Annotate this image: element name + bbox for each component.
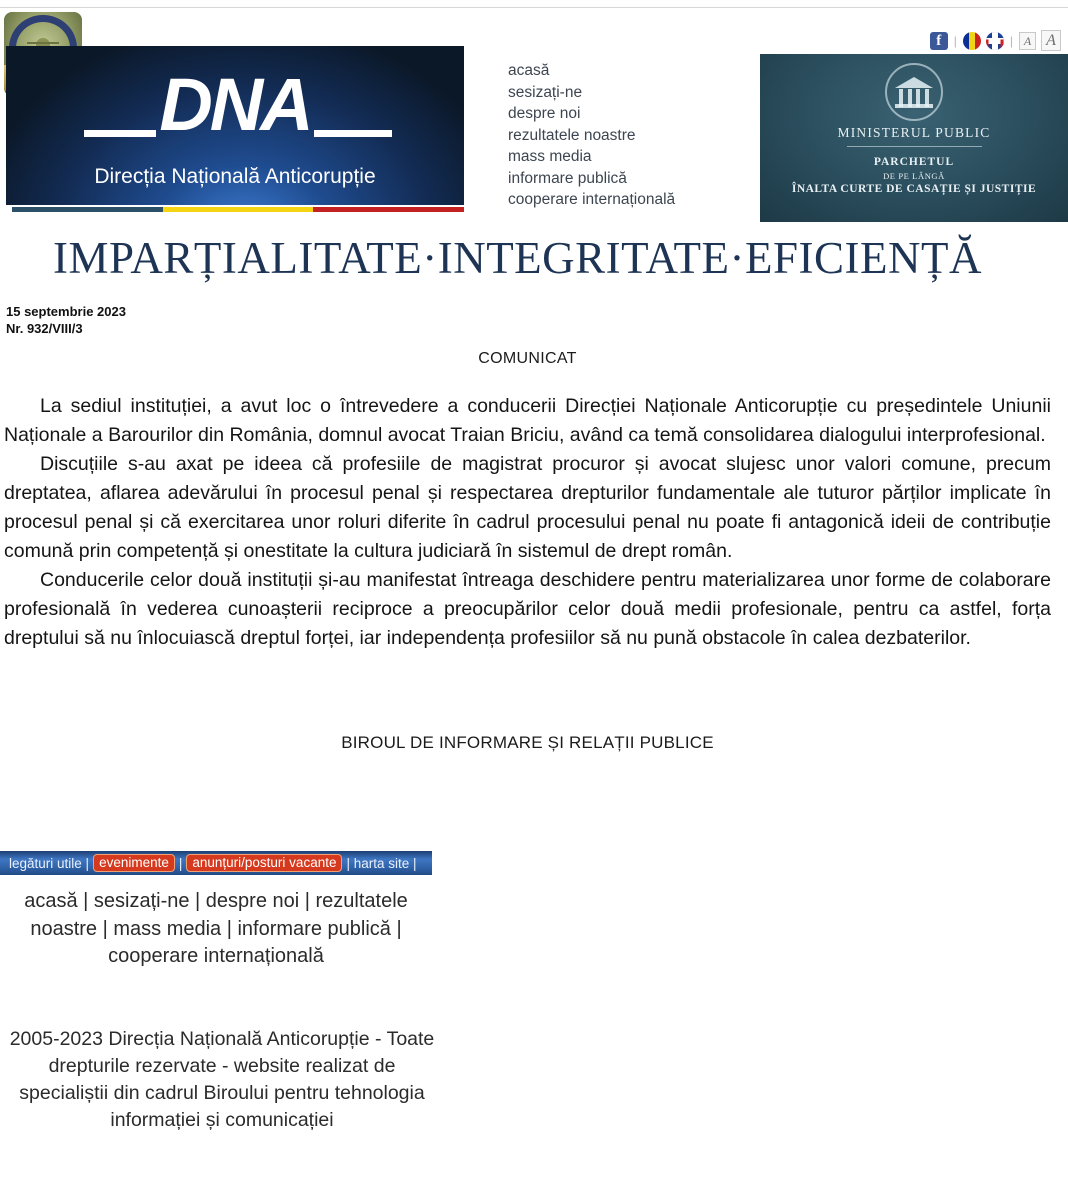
ministry-line-parchetul: PARCHETUL (873, 156, 955, 168)
footer-navigation[interactable]: acasă | sesizați-ne | despre noi | rezultatele noastre | mass media | informare publică | cooperare internațională (24, 890, 408, 967)
romanian-flag-icon[interactable] (963, 32, 981, 50)
document-date: 15 septembrie 2023 (6, 304, 126, 319)
temple-roof (895, 77, 933, 88)
main-navigation[interactable] (508, 60, 758, 211)
uk-flag-icon[interactable] (986, 32, 1004, 50)
document-number: Nr. 932/VIII/3 (6, 321, 83, 336)
util-separator: | (178, 855, 183, 871)
romanian-tricolor-stripe (12, 207, 464, 212)
site-header (0, 0, 1068, 222)
dna-dash-right-icon (314, 130, 392, 137)
icon-separator-2: | (1009, 33, 1013, 48)
icon-separator-1: | (953, 33, 957, 48)
document-body (0, 392, 1055, 653)
institution-motto: IMPARȚIALITATE·INTEGRITATE·EFICIENȚĂ (53, 233, 982, 283)
document-meta (6, 303, 126, 337)
link-legaturi-utile[interactable]: legături utile | (9, 855, 90, 871)
ministerul-public-panel[interactable] (760, 54, 1068, 222)
font-size-decrease-button[interactable]: A (1019, 32, 1036, 50)
nav-item-acasa[interactable]: acasă (508, 62, 550, 79)
ministry-temple-icon (885, 63, 943, 121)
nav-item-informare-publica[interactable]: informare publică (508, 169, 627, 187)
dna-logo-subtitle: Direcția Națională Anticorupție (94, 165, 376, 188)
nav-item-rezultatele-noastre[interactable]: rezultatele noastre (508, 126, 636, 144)
dna-wordmark: DNA (159, 63, 311, 146)
link-anunturi-posturi-vacante[interactable]: anunțuri/posturi vacante (186, 854, 342, 872)
nav-item-sesizati-ne[interactable]: sesizați-ne (508, 83, 583, 101)
utility-links-bar[interactable] (0, 851, 432, 875)
tricolor-yellow (163, 207, 314, 212)
temple-base (895, 104, 933, 108)
ministry-line-inalta-curte: ÎNALTA CURTE DE CASAȚIE ȘI JUSTIȚIE (791, 183, 1037, 195)
nav-item-despre-noi[interactable]: despre noi (508, 105, 581, 122)
tricolor-red (313, 207, 464, 212)
header-utility-icons[interactable] (930, 30, 1061, 51)
paragraph-2: Discuțiile s-au axat pe ideea că profesiile de magistrat procuror și avocat slujesc unor valori comune, precum dreptatea, aflarea adevărului în procesul penal și respectarea drepturilor fundamentale ale tuturor părților implicate în procesul penal și că exercitarea unor roluri diferite în cadrul procesului penal nu poate fi antagonică ideii de contribuție comună prin competență și onestitate la cultura judiciară în sistemul de drept român. (4, 453, 1051, 562)
ministry-divider (847, 146, 982, 147)
footer-copyright: 2005-2023 Direcția Națională Anticorupție - Toate drepturile rezervate - website realizat de specialiștii din cadrul Biroului pentru tehnologia informației și comunicației (9, 1028, 435, 1131)
paragraph-3: Conducerile celor două instituții și-au manifestat întreaga deschidere pentru materializarea unor forme de colaborare profesională în vederea cunoașterii reciproce a preocupărilor celor două medii profesionale, pentru ca astfel, forța dreptului să nu înlocuiască dreptul forței, iar independența profesiilor să nu pună obstacole în calea dezbaterilor. (4, 569, 1051, 649)
press-release-content (0, 350, 1055, 753)
nav-item-mass-media[interactable]: mass media (508, 148, 592, 165)
link-harta-site[interactable]: | harta site | (346, 855, 417, 871)
document-signature: BIROUL DE INFORMARE ȘI RELAȚII PUBLICE (341, 733, 714, 752)
ministry-line-de-pe-langa: DE PE LÂNGĂ (883, 171, 945, 181)
font-size-increase-button[interactable]: A (1041, 30, 1061, 51)
tricolor-blue (12, 207, 163, 212)
document-kind-heading: COMUNICAT (478, 350, 577, 367)
link-evenimente[interactable]: evenimente (93, 854, 175, 872)
paragraph-1: La sediul instituției, a avut loc o întrevedere a conducerii Direcției Naționale Anticorupție cu președintele Uniunii Naționale a Barourilor din România, domnul avocat Traian Briciu, având ca temă consolidarea dialogului interprofesional. (4, 395, 1051, 446)
ministry-title: MINISTERUL PUBLIC (837, 125, 991, 140)
dna-dash-left-icon (84, 130, 156, 137)
dna-logo-banner[interactable] (6, 46, 464, 205)
nav-item-cooperare-internationala[interactable]: cooperare internațională (508, 191, 676, 208)
facebook-icon[interactable]: f (930, 32, 948, 50)
